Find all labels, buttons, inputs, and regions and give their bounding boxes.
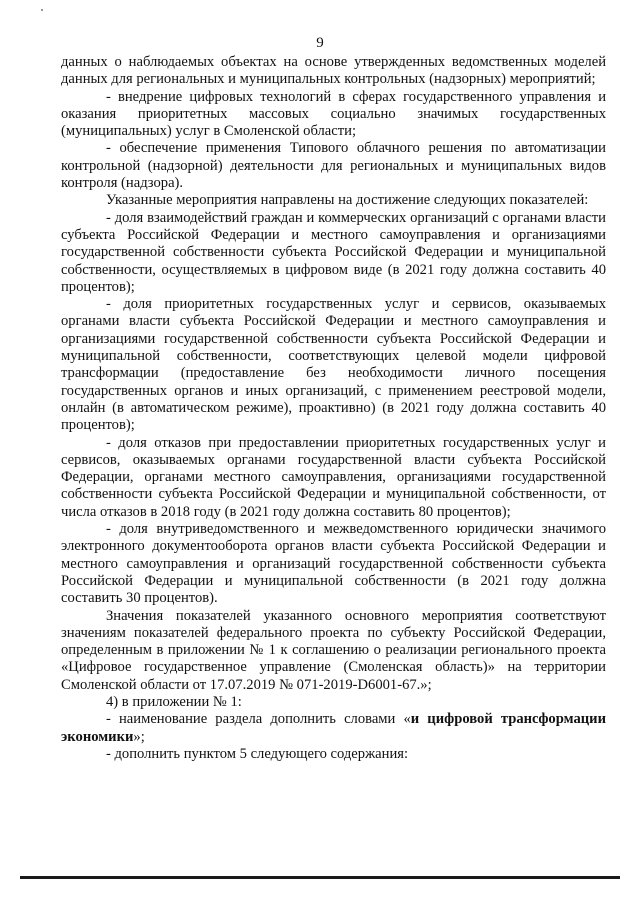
paragraph-3: - обеспечение применения Типового облачного решения по автоматизации контрольной (надзорной) деятельности для региональных и муниципальных видов контроля (надзора).: [61, 140, 606, 192]
footer-rule: [20, 876, 620, 879]
paragraph-11-tail: »;: [133, 728, 145, 745]
paragraph-12: - дополнить пунктом 5 следующего содержания:: [106, 745, 409, 762]
paragraph-4: Указанные мероприятия направлены на достижение следующих показателей:: [106, 192, 589, 209]
paragraph-1: данных о наблюдаемых объектах на основе утвержденных ведомственных моделей данных для региональных и муниципальных контрольных (надзорных) мероприятий;: [61, 54, 606, 88]
scan-speck: [41, 9, 43, 11]
paragraph-11: [61, 711, 606, 746]
paragraph-11-text: - наименование раздела дополнить словами «: [106, 711, 411, 728]
page-number: 9: [316, 35, 324, 51]
paragraph-5: - доля взаимодействий граждан и коммерческих организаций с органами власти субъекта Российской Федерации и местного самоуправления и организациями государственной собственности субъекта Российской Федерации и муниципальной собственности, осуществляемых в цифровом виде (в 2021 году должна составить 40 процентов);: [61, 209, 606, 295]
paragraph-11-bold-insert: и цифровой трансформации экономики: [61, 711, 606, 745]
paragraph-6: - доля приоритетных государственных услуг и сервисов, оказываемых органами власти субъекта Российской Федерации и местного самоуправления и организациями государственной собственности субъекта Российской Федерации и муниципальной собственности, соответствующих целевой модели цифровой трансформации (предоставление без необходимости личного посещения государственных органов и иных организаций, с применением реестровой модели, онлайн (в автоматическом режиме), проактивно) (в 2021 году должна составить 40 процентов);: [61, 296, 606, 434]
paragraph-2: - внедрение цифровых технологий в сферах государственного управления и оказания приоритетных массовых социально значимых государственных (муниципальных) услуг в Смоленской области;: [61, 88, 606, 140]
paragraph-10: 4) в приложении № 1:: [106, 693, 242, 710]
paragraph-8: - доля внутриведомственного и межведомственного юридически значимого электронного документооборота органов власти субъекта Российской Федерации и местного самоуправления и организаций государственной собственности субъекта Российской Федерации и муниципальной собственности (в 2021 году должна составить 30 процентов).: [61, 521, 606, 607]
paragraph-7: - доля отказов при предоставлении приоритетных государственных услуг и сервисов, оказываемых органами государственной власти субъекта Российской Федерации, органами местного самоуправления, организациями государственной собственности субъекта Российской Федерации и муниципальной собственности, от числа отказов в 2018 году (в 2021 году должна составить 80 процентов);: [61, 434, 606, 520]
paragraph-9: Значения показателей указанного основного мероприятия соответствуют значениям показателей федерального проекта по субъекту Российской Федерации, определенным в приложении № 1 к соглашению о реализации регионального проекта «Цифровое государственное управление (Смоленская область)» на территории Смоленской области от 17.07.2019 № 071-2019-D6001-67.»;: [61, 607, 606, 693]
document-body: [61, 54, 606, 763]
